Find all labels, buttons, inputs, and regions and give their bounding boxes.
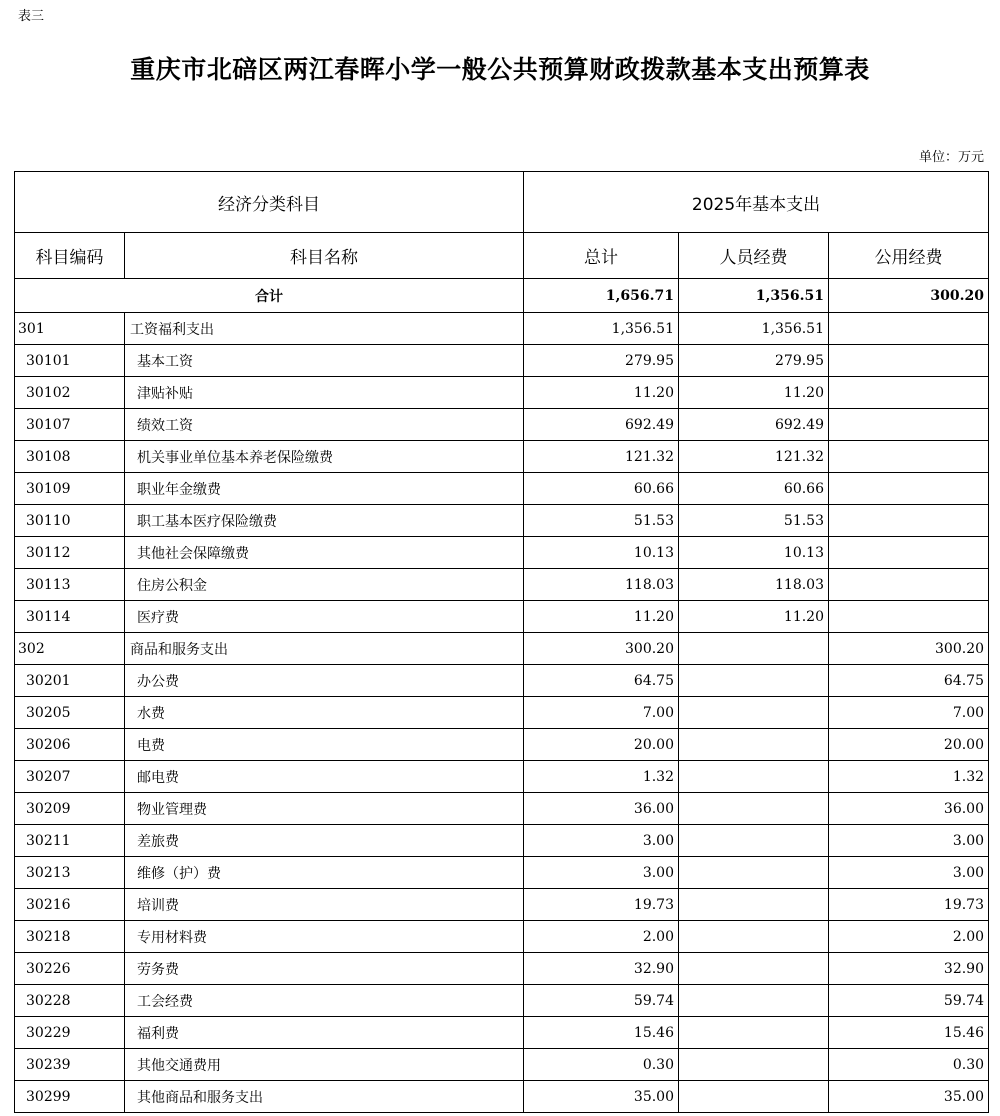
row-code: 30109 — [15, 473, 125, 505]
row-name: 维修（护）费 — [125, 857, 524, 889]
row-name: 津贴补贴 — [125, 377, 524, 409]
row-public — [829, 601, 989, 633]
row-total: 692.49 — [524, 409, 679, 441]
summary-row — [15, 279, 989, 313]
table-row — [15, 409, 989, 441]
row-total: 10.13 — [524, 537, 679, 569]
table-row — [15, 441, 989, 473]
table-row — [15, 761, 989, 793]
header-code: 科目编码 — [15, 233, 125, 279]
row-code: 30211 — [15, 825, 125, 857]
row-public — [829, 345, 989, 377]
row-name: 福利费 — [125, 1017, 524, 1049]
table-row — [15, 697, 989, 729]
table-row — [15, 1049, 989, 1081]
row-name: 培训费 — [125, 889, 524, 921]
row-personnel — [679, 665, 829, 697]
row-total: 11.20 — [524, 377, 679, 409]
row-name: 其他交通费用 — [125, 1049, 524, 1081]
row-name: 其他商品和服务支出 — [125, 1081, 524, 1113]
row-personnel — [679, 633, 829, 665]
row-public: 20.00 — [829, 729, 989, 761]
row-code: 30112 — [15, 537, 125, 569]
row-total: 19.73 — [524, 889, 679, 921]
row-personnel: 121.32 — [679, 441, 829, 473]
row-personnel — [679, 761, 829, 793]
row-name: 住房公积金 — [125, 569, 524, 601]
row-personnel — [679, 729, 829, 761]
row-code: 30228 — [15, 985, 125, 1017]
row-personnel — [679, 697, 829, 729]
row-public: 3.00 — [829, 825, 989, 857]
table-row — [15, 377, 989, 409]
row-public: 36.00 — [829, 793, 989, 825]
header-public: 公用经费 — [829, 233, 989, 279]
table-row — [15, 313, 989, 345]
row-public — [829, 473, 989, 505]
table-row — [15, 633, 989, 665]
header-total: 总计 — [524, 233, 679, 279]
row-code: 30239 — [15, 1049, 125, 1081]
row-name: 机关事业单位基本养老保险缴费 — [125, 441, 524, 473]
table-row — [15, 665, 989, 697]
row-total: 64.75 — [524, 665, 679, 697]
row-total: 121.32 — [524, 441, 679, 473]
row-public: 59.74 — [829, 985, 989, 1017]
header-row-columns — [15, 233, 989, 279]
row-public: 7.00 — [829, 697, 989, 729]
budget-table — [14, 171, 989, 1113]
row-code: 301 — [15, 313, 125, 345]
header-row-group — [15, 172, 989, 233]
row-name: 职工基本医疗保险缴费 — [125, 505, 524, 537]
header-economic-classification: 经济分类科目 — [15, 172, 524, 233]
row-name: 劳务费 — [125, 953, 524, 985]
header-personnel: 人员经费 — [679, 233, 829, 279]
row-code: 302 — [15, 633, 125, 665]
row-personnel: 118.03 — [679, 569, 829, 601]
row-personnel: 692.49 — [679, 409, 829, 441]
summary-personnel: 1,356.51 — [679, 279, 829, 313]
row-public: 35.00 — [829, 1081, 989, 1113]
row-public — [829, 377, 989, 409]
header-basic-expenditure-2025: 2025年基本支出 — [524, 172, 989, 233]
row-total: 0.30 — [524, 1049, 679, 1081]
row-total: 32.90 — [524, 953, 679, 985]
row-code: 30205 — [15, 697, 125, 729]
row-code: 30216 — [15, 889, 125, 921]
row-public — [829, 569, 989, 601]
row-personnel — [679, 1081, 829, 1113]
row-public: 64.75 — [829, 665, 989, 697]
row-name: 水费 — [125, 697, 524, 729]
row-total: 1.32 — [524, 761, 679, 793]
table-row — [15, 889, 989, 921]
row-total: 118.03 — [524, 569, 679, 601]
row-name: 物业管理费 — [125, 793, 524, 825]
table-row — [15, 345, 989, 377]
row-name: 基本工资 — [125, 345, 524, 377]
table-number-label: 表三 — [18, 9, 45, 24]
row-total: 60.66 — [524, 473, 679, 505]
table-row — [15, 505, 989, 537]
row-name: 办公费 — [125, 665, 524, 697]
row-code: 30107 — [15, 409, 125, 441]
row-personnel — [679, 793, 829, 825]
row-name: 职业年金缴费 — [125, 473, 524, 505]
table-row — [15, 1017, 989, 1049]
row-personnel — [679, 1049, 829, 1081]
table-row — [15, 953, 989, 985]
header-name: 科目名称 — [125, 233, 524, 279]
row-total: 1,356.51 — [524, 313, 679, 345]
row-total: 51.53 — [524, 505, 679, 537]
row-personnel: 11.20 — [679, 601, 829, 633]
row-name: 工会经费 — [125, 985, 524, 1017]
row-total: 300.20 — [524, 633, 679, 665]
row-name: 工资福利支出 — [125, 313, 524, 345]
row-total: 3.00 — [524, 857, 679, 889]
row-name: 商品和服务支出 — [125, 633, 524, 665]
row-public: 2.00 — [829, 921, 989, 953]
table-row — [15, 985, 989, 1017]
row-total: 279.95 — [524, 345, 679, 377]
row-public — [829, 409, 989, 441]
row-public — [829, 313, 989, 345]
row-personnel: 10.13 — [679, 537, 829, 569]
table-row — [15, 825, 989, 857]
row-public: 32.90 — [829, 953, 989, 985]
row-public — [829, 441, 989, 473]
row-personnel: 60.66 — [679, 473, 829, 505]
table-row — [15, 729, 989, 761]
unit-label: 单位：万元 — [918, 150, 984, 165]
row-personnel: 279.95 — [679, 345, 829, 377]
table-row — [15, 473, 989, 505]
row-name: 邮电费 — [125, 761, 524, 793]
row-personnel — [679, 889, 829, 921]
row-personnel: 1,356.51 — [679, 313, 829, 345]
row-personnel: 11.20 — [679, 377, 829, 409]
row-total: 36.00 — [524, 793, 679, 825]
row-public — [829, 505, 989, 537]
row-code: 30108 — [15, 441, 125, 473]
row-code: 30113 — [15, 569, 125, 601]
row-personnel — [679, 1017, 829, 1049]
table-row — [15, 1081, 989, 1113]
row-personnel: 51.53 — [679, 505, 829, 537]
row-public: 19.73 — [829, 889, 989, 921]
table-row — [15, 793, 989, 825]
row-public: 300.20 — [829, 633, 989, 665]
row-code: 30209 — [15, 793, 125, 825]
row-code: 30110 — [15, 505, 125, 537]
row-total: 3.00 — [524, 825, 679, 857]
row-total: 11.20 — [524, 601, 679, 633]
row-code: 30218 — [15, 921, 125, 953]
row-total: 2.00 — [524, 921, 679, 953]
row-public: 3.00 — [829, 857, 989, 889]
row-public: 15.46 — [829, 1017, 989, 1049]
row-code: 30226 — [15, 953, 125, 985]
row-name: 专用材料费 — [125, 921, 524, 953]
row-total: 7.00 — [524, 697, 679, 729]
row-public — [829, 537, 989, 569]
row-code: 30201 — [15, 665, 125, 697]
row-code: 30213 — [15, 857, 125, 889]
row-code: 30114 — [15, 601, 125, 633]
row-name: 医疗费 — [125, 601, 524, 633]
document-title: 重庆市北碚区两江春晖小学一般公共预算财政拨款基本支出预算表 — [130, 55, 870, 84]
summary-public: 300.20 — [829, 279, 989, 313]
row-public: 0.30 — [829, 1049, 989, 1081]
table-row — [15, 857, 989, 889]
row-total: 35.00 — [524, 1081, 679, 1113]
row-code: 30229 — [15, 1017, 125, 1049]
row-code: 30206 — [15, 729, 125, 761]
row-personnel — [679, 857, 829, 889]
row-personnel — [679, 985, 829, 1017]
summary-label: 合计 — [15, 279, 524, 313]
table-row — [15, 537, 989, 569]
row-code: 30102 — [15, 377, 125, 409]
row-personnel — [679, 953, 829, 985]
row-name: 电费 — [125, 729, 524, 761]
row-name: 其他社会保障缴费 — [125, 537, 524, 569]
row-code: 30101 — [15, 345, 125, 377]
row-public: 1.32 — [829, 761, 989, 793]
row-code: 30207 — [15, 761, 125, 793]
table-row — [15, 569, 989, 601]
row-total: 59.74 — [524, 985, 679, 1017]
table-row — [15, 601, 989, 633]
summary-total: 1,656.71 — [524, 279, 679, 313]
row-personnel — [679, 921, 829, 953]
row-total: 15.46 — [524, 1017, 679, 1049]
row-name: 绩效工资 — [125, 409, 524, 441]
row-personnel — [679, 825, 829, 857]
row-code: 30299 — [15, 1081, 125, 1113]
row-total: 20.00 — [524, 729, 679, 761]
table-row — [15, 921, 989, 953]
row-name: 差旅费 — [125, 825, 524, 857]
